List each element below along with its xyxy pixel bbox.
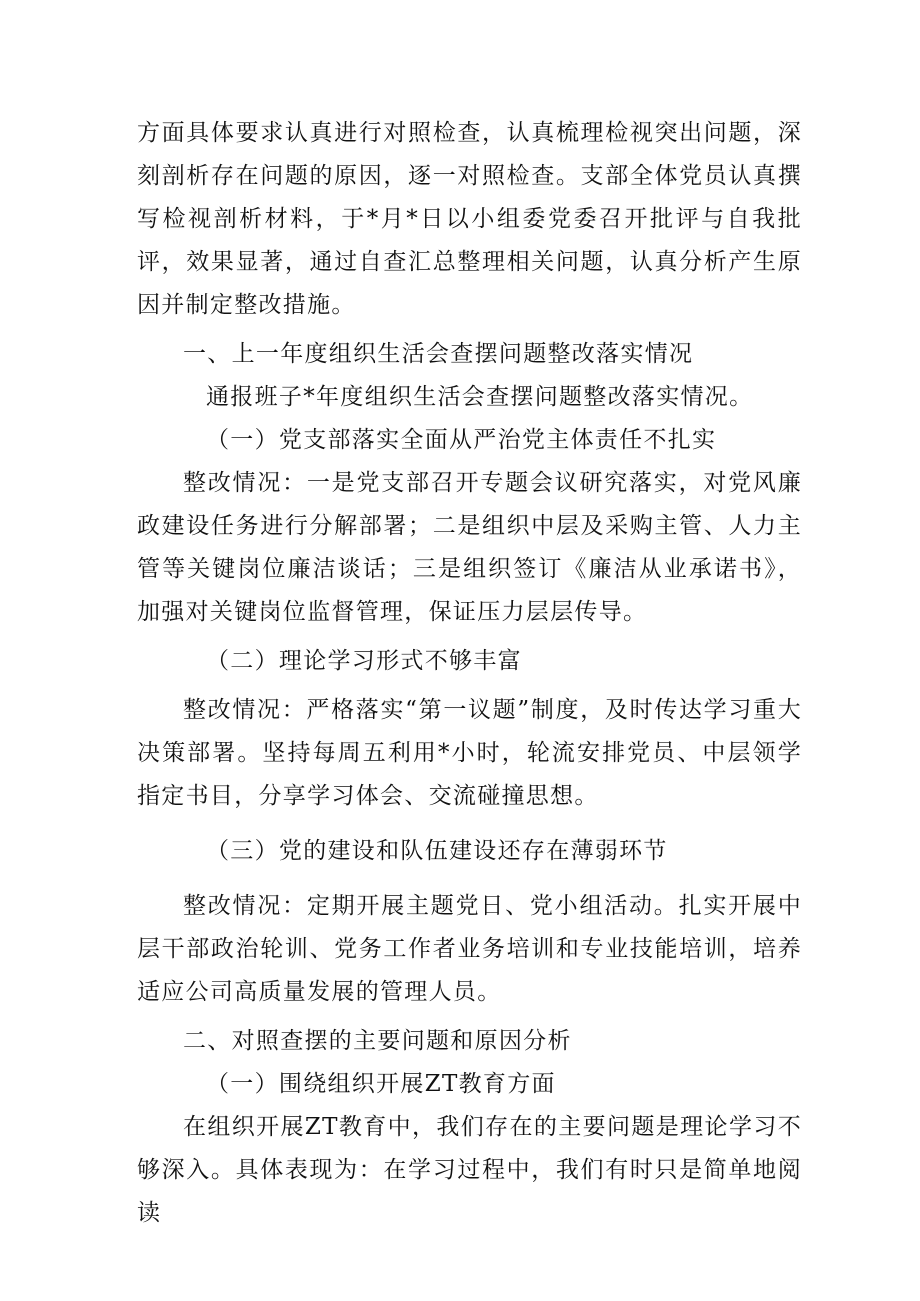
subheading-1-3: （三）党的建设和队伍建设还存在薄弱环节 <box>206 838 668 864</box>
paragraph-rectification-1: 整改情况：一是党支部召开专题会议研究落实，对党风廉政建设任务进行分解部署；二是组织中层及采购主管、人力主管等关键岗位廉洁谈话；三是组织签订《廉洁从业承诺书》，加强对关键岗位监督管理，保证压力层层传导。 <box>137 470 802 625</box>
paragraph-rectification-3: 整改情况：定期开展主题党日、党小组活动。扎实开展中层干部政治轮训、党务工作者业务培训和专业技能培训，培养适应公司高质量发展的管理人员。 <box>137 893 802 1005</box>
paragraph-notice: 通报班子*年度组织生活会查摆问题整改落实情况。 <box>206 384 754 410</box>
subheading-2-1: （一）围绕组织开展ZT教育方面 <box>206 1071 556 1097</box>
section-heading-2: 二、对照查摆的主要问题和原因分析 <box>183 1028 572 1054</box>
subheading-1-2: （二）理论学习形式不够丰富 <box>206 648 522 674</box>
section-heading-1: 一、上一年度组织生活会查摆问题整改落实情况 <box>183 341 694 367</box>
paragraph-rectification-2: 整改情况：严格落实“第一议题”制度，及时传达学习重大决策部署。坚持每周五利用*小时，轮流安排党员、中层领学指定书目，分享学习体会、交流碰撞思想。 <box>137 697 802 809</box>
subheading-1-1: （一）党支部落实全面从严治党主体责任不扎实 <box>206 427 717 453</box>
paragraph-zt-education: 在组织开展ZT教育中，我们存在的主要问题是理论学习不够深入。具体表现为：在学习过程中，我们有时只是简单地阅读 <box>137 1114 802 1226</box>
paragraph-continuation: 方面具体要求认真进行对照检查，认真梳理检视突出问题，深刻剖析存在问题的原因，逐一对照检查。支部全体党员认真撰写检视剖析材料，于*月*日以小组委党委召开批评与自我批评，效果显著，通过自查汇总整理相关问题，认真分析产生原因并制定整改措施。 <box>137 120 802 318</box>
document-body <box>137 112 802 1235</box>
